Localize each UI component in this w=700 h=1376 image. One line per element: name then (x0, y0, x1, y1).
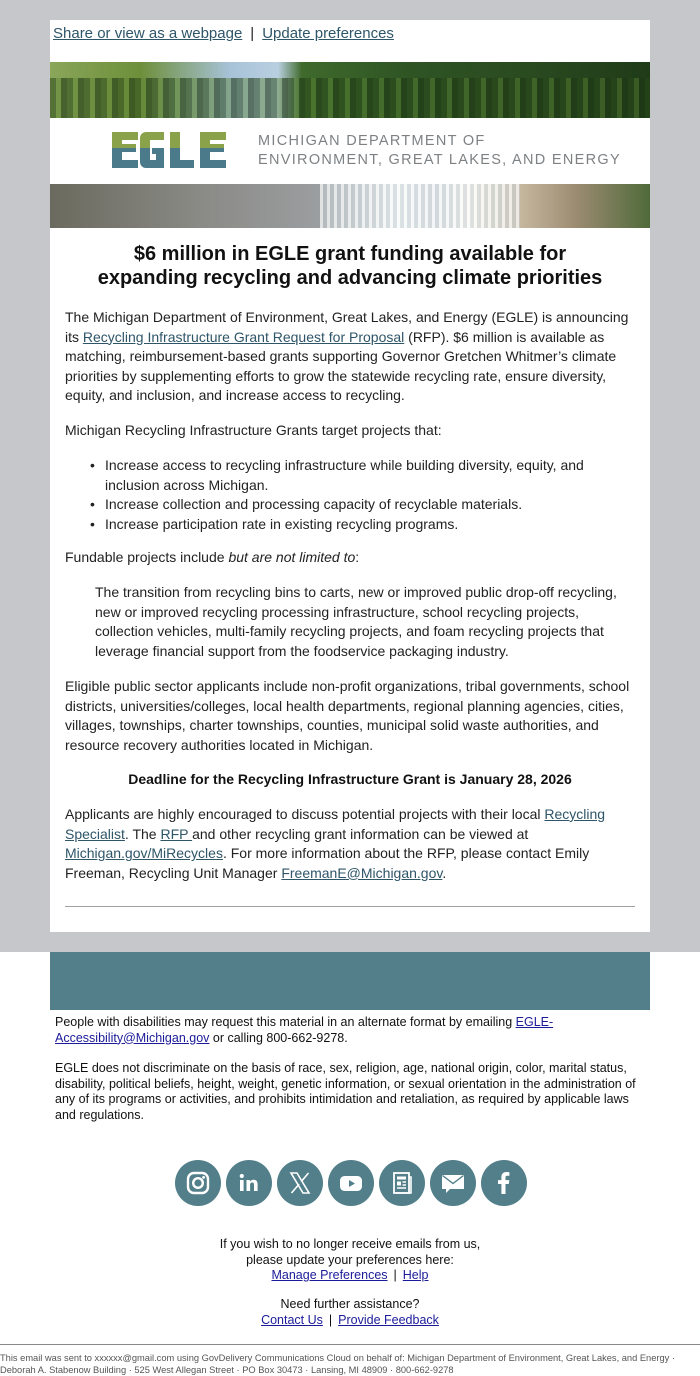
link-separator: | (250, 25, 255, 42)
top-links (53, 25, 394, 42)
target-list (65, 456, 637, 534)
manage-preferences-link[interactable]: Manage Preferences (271, 1268, 388, 1282)
list-item: • Increase collection and processing capacity of recyclable materials. (105, 495, 637, 515)
freeman-email-link[interactable]: FreemanE@Michigan.gov (281, 864, 443, 881)
x-button[interactable] (277, 1160, 323, 1206)
instagram-button[interactable] (175, 1160, 221, 1206)
instagram-icon (185, 1170, 211, 1196)
update-preferences-link[interactable]: Update preferences (262, 25, 394, 42)
facebook-button[interactable] (481, 1160, 527, 1206)
rfp-link[interactable]: Recycling Infrastructure Grant Request for Proposal (82, 328, 405, 345)
egle-logo-icon (110, 130, 240, 170)
newspaper-icon (389, 1170, 415, 1196)
eligibility-paragraph: Eligible public sector applicants include non-profit organizations, tribal governments, school districts, universities/colleges, local health departments, regional planning agencies, cities, villages, townships, charter townships, counties, municipal solid waste authorities, and resource recovery authorities located in Michigan. (65, 678, 630, 753)
contact-us-link[interactable]: Contact Us (261, 1312, 323, 1327)
list-item: • Increase access to recycling infrastructure while building diversity, equity, and inclusion across Michigan. (105, 456, 637, 495)
envelope-icon (440, 1170, 466, 1196)
fundable-heading: Fundable projects include but are not limited to: (65, 549, 360, 565)
deadline-notice: Deadline for the Recycling Infrastructure Grant is January 28, 2026 (128, 771, 572, 787)
forest-image (50, 62, 650, 118)
fundable-projects-quote: The transition from recycling bins to carts, new or improved public drop-off recycling, new or improved recycling processing infrastructure, school recycling projects, collection vehicles, multi-family recycling projects, and foam recycling projects that leverage financial support from the foodservice packaging industry. (95, 584, 617, 659)
youtube-icon (338, 1170, 364, 1196)
social-links (175, 1160, 527, 1206)
header-banner (50, 62, 650, 228)
accessibility-email-link[interactable]: EGLE-Accessibility@Michigan.gov (55, 1015, 554, 1045)
help-link[interactable]: Help (402, 1268, 429, 1282)
accessibility-notice: People with disabilities may request this material in an alternate format by emailing EGLE-Accessibility@Michigan.gov or calling 800-662-9278. (55, 1015, 554, 1045)
nondiscrimination-notice: EGLE does not discriminate on the basis of race, sex, religion, age, national origin, color, marital status, disability, political beliefs, height, weight, genetic information, or sexual orientation in the administration of any of its programs or activities, and prohibits intimidation and retaliation, as required by applicable laws and regulations. (55, 1061, 636, 1122)
mirecycles-link[interactable]: Michigan.gov/MiRecycles (65, 845, 223, 862)
footer-divider (0, 1344, 700, 1345)
unsubscribe-block: If you wish to no longer receive emails from us, please update your preferences here: Manage Preferences | Help (219, 1237, 481, 1282)
intro-paragraph: The Michigan Department of Environment, Great Lakes, and Energy (EGLE) is announcing its Recycling Infrastructure Grant Request for Proposal (RFP). $6 million is available as matching, reimbursement-based grants supporting Governor Gretchen Whitmer’s climate priorities by supplementing efforts to grow the statewide recycling rate, ensure diversity, equity, and inclusion, and increase access to recycling. (65, 309, 629, 404)
targets-heading: Michigan Recycling Infrastructure Grants target projects that: (65, 422, 442, 438)
news-button[interactable] (379, 1160, 425, 1206)
email-card (50, 20, 650, 932)
contact-paragraph: Applicants are highly encouraged to discuss potential projects with their local Recycling Specialist. The RFP and other recycling grant information can be viewed at Michigan.gov/MiRecycles. For more information about the RFP, please contact Emily Freeman, Recycling Unit Manager FreemanE@Michigan.gov. (65, 806, 606, 881)
linkedin-button[interactable] (226, 1160, 272, 1206)
assistance-block: Need further assistance? Contact Us | Provide Feedback (261, 1297, 439, 1327)
waterfall-image (50, 184, 650, 228)
youtube-button[interactable] (328, 1160, 374, 1206)
footer-band (50, 952, 650, 1010)
divider (65, 906, 635, 907)
recycling-specialist-link[interactable]: Recycling Specialist (65, 806, 606, 842)
rfp-doc-link[interactable]: RFP (160, 825, 193, 842)
org-name: MICHIGAN DEPARTMENT OF ENVIRONMENT, GREAT LAKES, AND ENERGY (258, 133, 621, 168)
article-title: $6 million in EGLE grant funding available for expanding recycling and advancing climate priorities (97, 243, 603, 289)
provide-feedback-link[interactable]: Provide Feedback (338, 1312, 439, 1327)
x-icon (287, 1170, 313, 1196)
linkedin-icon (236, 1170, 262, 1196)
list-item: • Increase participation rate in existing recycling programs. (105, 515, 637, 535)
delivery-note: This email was sent to xxxxxx@gmail.com using GovDelivery Communications Cloud on behalf of: Michigan Department of Environment, Great Lakes, and Energy · Deborah A. Stabenow Building · 525 West Allegan Street · PO Box 30473 · Lansing, MI 48909 · 800-662-9278 (0, 1353, 675, 1375)
facebook-icon (491, 1170, 517, 1196)
share-webpage-link[interactable]: Share or view as a webpage (53, 25, 243, 42)
email-signup-button[interactable] (430, 1160, 476, 1206)
